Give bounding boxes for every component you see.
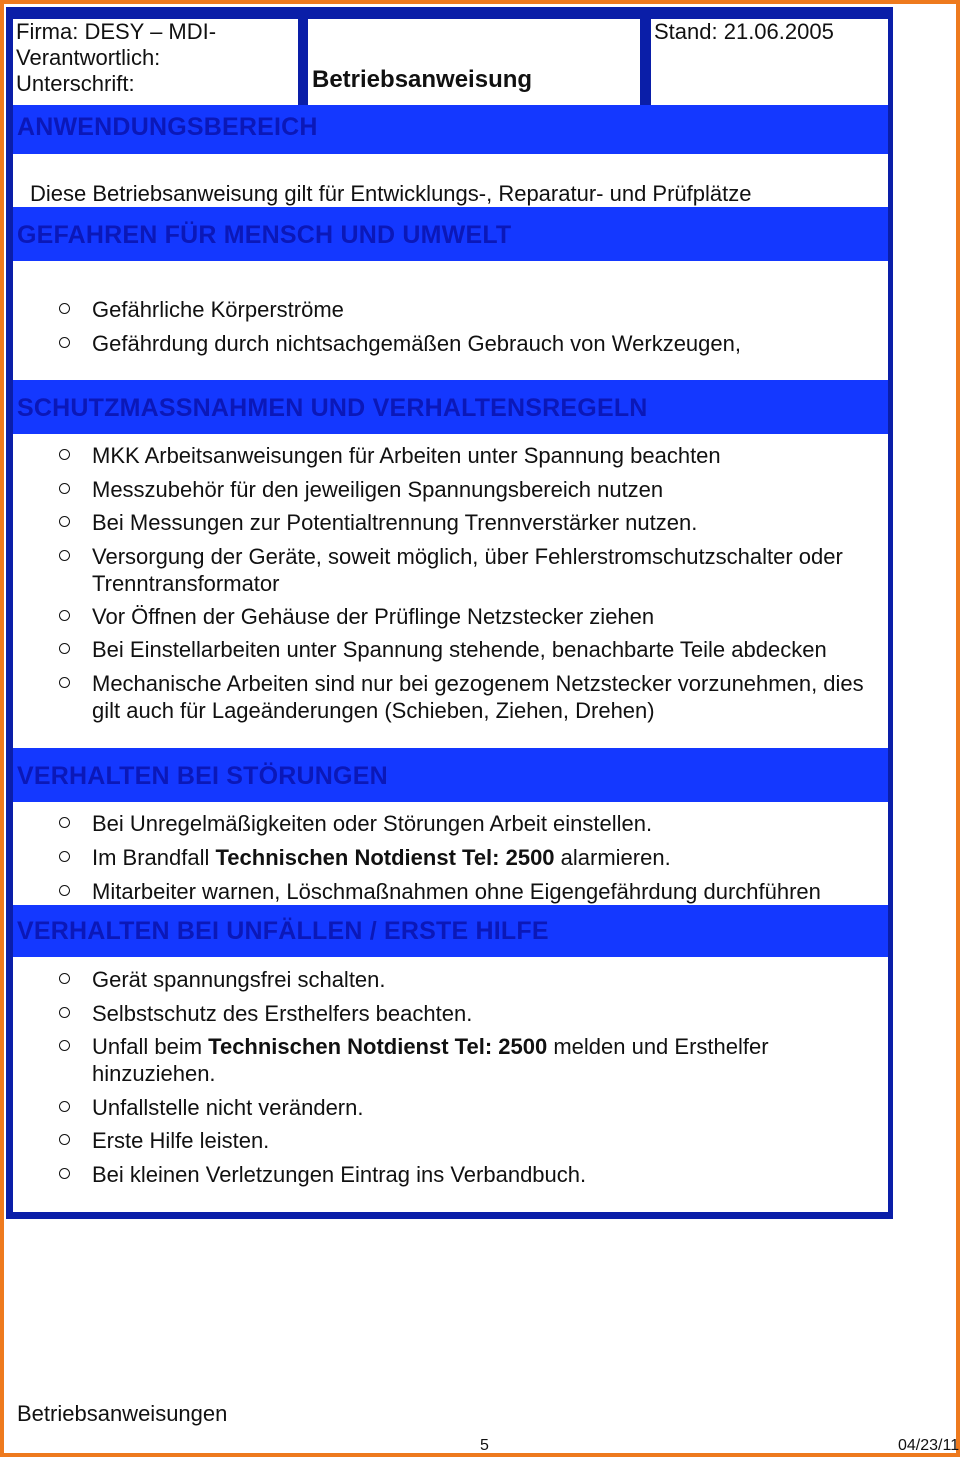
bullet-circle-icon [59, 677, 70, 688]
status-date: Stand: 21.06.2005 [654, 19, 834, 44]
header-title-cell [308, 19, 640, 105]
section-body-unfaelle: Gerät spannungsfrei schalten. Selbstschutz des Ersthelfers beachten. Unfall beim Technischen Notdienst Tel: 2500 melden und Ersthelfer hinzuziehen. Unfallstelle nicht verändern. Erste Hilfe leisten. Bei kleinen Verletzungen Eintrag ins Verbandbuch. [13, 957, 888, 1212]
page-number: 5 [480, 1437, 489, 1454]
section-title: GEFAHREN FÜR MENSCH UND UMWELT [17, 221, 512, 249]
bullet-circle-icon [59, 303, 70, 314]
bullet-circle-icon [59, 885, 70, 896]
emergency-contact: Technischen Notdienst Tel: 2500 [215, 845, 555, 870]
header-date-cell [651, 19, 888, 105]
bullet-circle-icon [59, 1168, 70, 1179]
bullet-circle-icon [59, 449, 70, 460]
bullet-circle-icon [59, 1101, 70, 1112]
bullet-circle-icon [59, 817, 70, 828]
section-title: ANWENDUNGSBEREICH [17, 113, 318, 141]
section-title: SCHUTZMASSNAHMEN UND VERHALTENSREGELN [17, 394, 648, 422]
responsible-line: Verantwortlich: [16, 45, 161, 70]
bullet-circle-icon [59, 550, 70, 561]
document-sheet [6, 7, 893, 1219]
bullet-circle-icon [59, 1040, 70, 1051]
section-title: VERHALTEN BEI STÖRUNGEN [17, 762, 388, 790]
company-line: Firma: DESY – MDI- [16, 19, 217, 44]
bullet-circle-icon [59, 973, 70, 984]
section-header-stoerungen [13, 748, 888, 802]
section-header-anwendungsbereich [13, 105, 888, 154]
bullet-circle-icon [59, 337, 70, 348]
emergency-contact: Technischen Notdienst Tel: 2500 [208, 1034, 548, 1059]
section-body-anwendungsbereich [13, 154, 888, 207]
footer-label: Betriebsanweisungen [17, 1401, 228, 1426]
section-header-gefahren [13, 207, 888, 261]
bullet-circle-icon [59, 483, 70, 494]
header-company-cell [13, 19, 298, 105]
section-header-schutzmassnahmen [13, 380, 888, 434]
bullet-circle-icon [59, 851, 70, 862]
section-body-gefahren: Gefährliche Körperströme Gefährdung durch nichtsachgemäßen Gebrauch von Werkzeugen, [13, 261, 888, 380]
bullet-circle-icon [59, 516, 70, 527]
bullet-circle-icon [59, 1134, 70, 1145]
section-header-unfaelle [13, 905, 888, 957]
section-body-stoerungen: Bei Unregelmäßigkeiten oder Störungen Arbeit einstellen. Im Brandfall Technischen Notdienst Tel: 2500 alarmieren. Mitarbeiter warnen, Löschmaßnahmen ohne Eigengefährdung durchführen [13, 802, 888, 905]
document-title: Betriebsanweisung [312, 66, 533, 93]
bullet-circle-icon [59, 643, 70, 654]
bullet-circle-icon [59, 610, 70, 621]
signature-line: Unterschrift: [16, 71, 135, 96]
bullet-circle-icon [59, 1007, 70, 1018]
section-title: VERHALTEN BEI UNFÄLLEN / ERSTE HILFE [17, 917, 549, 945]
scope-text: Diese Betriebsanweisung gilt für Entwicklungs-, Reparatur- und Prüfplätze [30, 181, 752, 206]
section-body-schutzmassnahmen: MKK Arbeitsanweisungen für Arbeiten unter Spannung beachten Messzubehör für den jeweiligen Spannungsbereich nutzen Bei Messungen zur Potentialtrennung Trennverstärker nutzen. Versorgung der Geräte, soweit möglich, über Fehlerstromschutzschalter oder Trenntransformator Vor Öffnen der Gehäuse der Prüflinge Netzstecker ziehen Bei Einstellarbeiten unter Spannung stehende, benachbarte Teile abdecken Mechanische Arbeiten sind nur bei gezogenem Netzstecker vorzunehmen, dies gilt auch für Lageänderungen (Schieben, Ziehen, Drehen) [13, 434, 888, 748]
footer-date: 04/23/11 [898, 1437, 960, 1454]
